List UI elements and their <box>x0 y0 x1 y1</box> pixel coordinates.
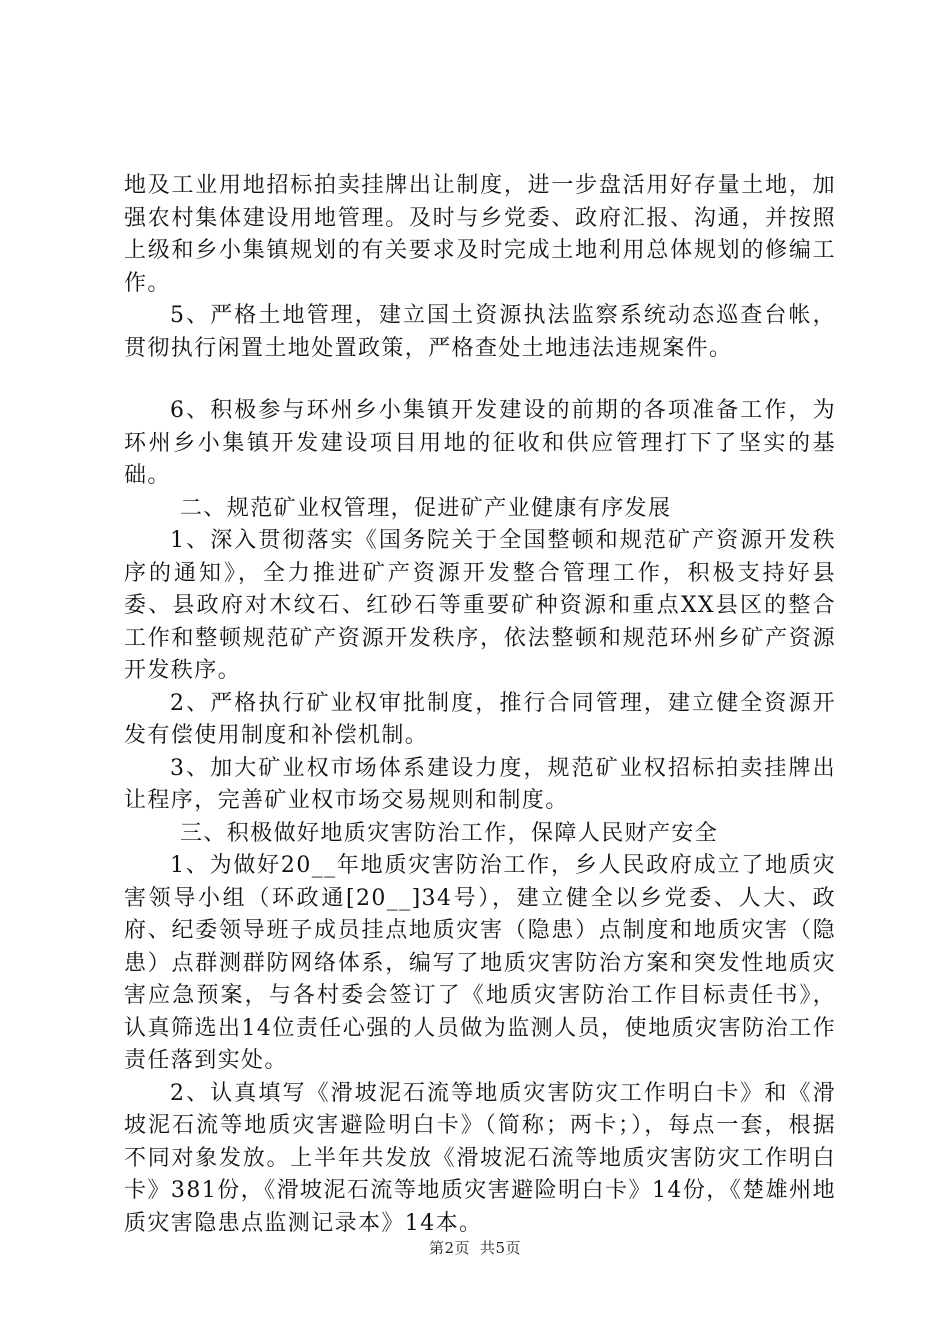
paragraph-mining-3: 3、加大矿业权市场体系建设力度，规范矿业权招标拍卖挂牌出让程序，完善矿业权市场交易规则和制度。 <box>124 755 836 813</box>
paragraph-item-6: 6、积极参与环州乡小集镇开发建设的前期的各项准备工作，为环州乡小集镇开发建设项目用地的征收和供应管理打下了坚实的基础。 <box>124 398 836 488</box>
page-number: 第2页 <box>428 1239 470 1257</box>
paragraph-land-use: 地及工业用地招标拍卖挂牌出让制度，进一步盘活用好存量土地，加强农村集体建设用地管理。及时与乡党委、政府汇报、沟通，并按照上级和乡小集镇规划的有关要求及时完成土地利用总体规划的修编工作。 <box>124 173 836 296</box>
page-footer <box>0 1237 950 1258</box>
paragraph-geohazard-1: 1、为做好20__年地质灾害防治工作，乡人民政府成立了地质灾害领导小组（环政通[20__]34号），建立健全以乡党委、人大、政府、纪委领导班子成员挂点地质灾害（隐患）点制度和地质灾害（隐患）点群测群防网络体系，编写了地质灾害防治方案和突发性地质灾害应急预案，与各村委会签订了《地质灾害防治工作目标责任书》，认真筛选出14位责任心强的人员做为监测人员，使地质灾害防治工作责任落到实处。 <box>124 853 836 1073</box>
paragraph-item-5: 5、严格土地管理，建立国土资源执法监察系统动态巡查台帐，贯彻执行闲置土地处置政策，严格查处土地违法违规案件。 <box>124 303 836 361</box>
paragraph-mining-1: 1、深入贯彻落实《国务院关于全国整顿和规范矿产资源开发秩序的通知》，全力推进矿产资源开发整合管理工作，积极支持好县委、县政府对木纹石、红砂石等重要矿种资源和重点XX县区的整合工作和整顿规范矿产资源开发秩序，依法整顿和规范环州乡矿产资源开发秩序。 <box>124 528 836 683</box>
paragraph-mining-2: 2、严格执行矿业权审批制度，推行合同管理，建立健全资源开发有偿使用制度和补偿机制。 <box>124 690 836 748</box>
section-heading-geohazard: 三、积极做好地质灾害防治工作，保障人民财产安全 <box>180 820 719 846</box>
document-body <box>124 170 836 1240</box>
page-total: 共5页 <box>480 1239 522 1257</box>
section-heading-mining: 二、规范矿业权管理，促进矿产业健康有序发展 <box>180 495 672 521</box>
paragraph-geohazard-2: 2、认真填写《滑坡泥石流等地质灾害防灾工作明白卡》和《滑坡泥石流等地质灾害避险明白卡》（简称；两卡；），每点一套，根据不同对象发放。上半年共发放《滑坡泥石流等地质灾害防灾工作明白卡》381份，《滑坡泥石流等地质灾害避险明白卡》14份，《楚雄州地质灾害隐患点监测记录本》14本。 <box>124 1080 836 1236</box>
